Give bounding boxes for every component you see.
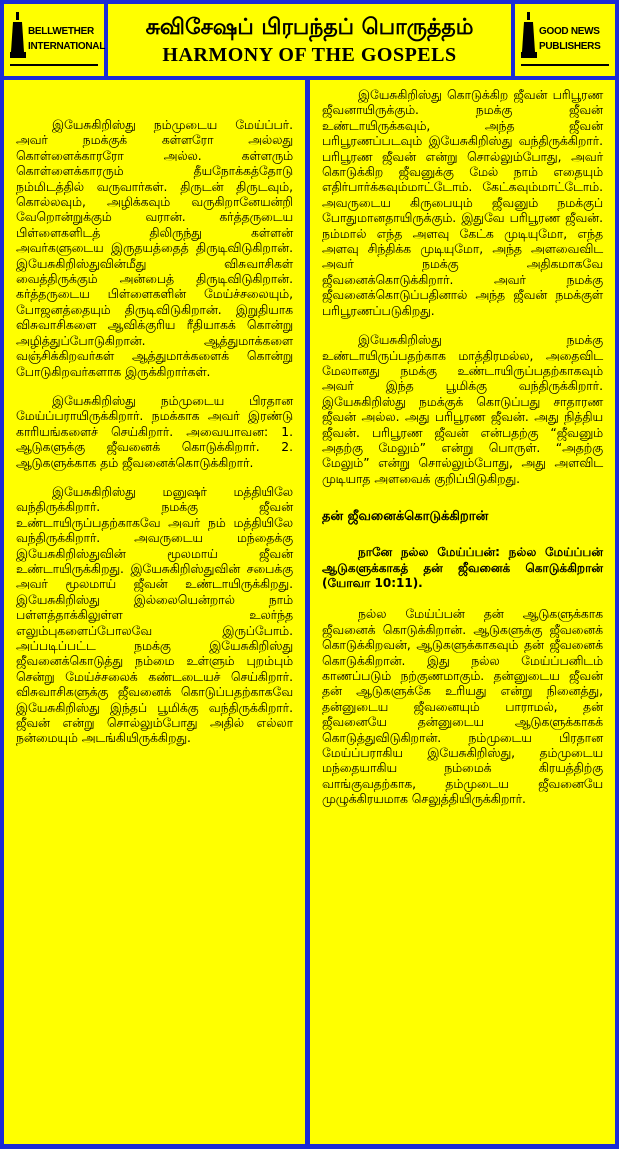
left-paragraph-2: இயேசுகிறிஸ்து நம்முடைய பிரதான மேய்ப்பராயிருக்கிறார். நமக்காக அவர் இரண்டு காரியங்களைச் செய்கிறார். அவையாவன: 1. ஆடுகளுக்கு ஜீவனைக் கொடுக்கிறார். 2. ஆடுகளுக்காக தம் ஜீவனைக்கொடுக்கிறார். — [16, 393, 293, 470]
title-tamil: சுவிசேஷப் பிரபந்தப் பொருத்தம் — [145, 15, 474, 40]
right-paragraph-1: இயேசுகிறிஸ்து கொடுக்கிற ஜீவன் பரிபூரண ஜீவனாயிருக்கும். நமக்கு ஜீவன் உண்டாயிருக்கவும், அந்த ஜீவன் பரிபூரணப்படவும் இயேசுகிறிஸ்து வந்திருக்கிறார். பரிபூரண ஜீவன் என்று சொல்லும்போது, அவர் கொடுக்கிற ஜீவனுக்கு மேல் நாம் எதையும் எதிர்பார்க்கவும்மாட்டோம். கேட்கவும்மாட்டோம். அவருடைய கிருபையும் ஜீவனும் நமக்குப் போதுமானதாயிருக்கும். இதுவே பரிபூரண ஜீவன். நம்மால் எந்த அளவு கேட்க முடியுமோ, எந்த அளவு சிந்திக்க முடியுமோ, அந்த அளவைவிட அவர் நமக்கு அதிகமாகவே ஜீவனைக்கொடுக்கிறார். அவர் நமக்கு ஜீவனைக்கொடுப்பதினால் அந்த ஜீவன் நமக்குள் பரிபூரணப்படுகிறது. — [322, 88, 603, 318]
left-paragraph-1: இயேசுகிறிஸ்து நம்முடைய மேய்ப்பர். அவர் நமக்குக் கள்ளரோ அல்லது கொள்ளைக்காரரோ அல்ல. கள்ளரும் கொள்ளைக்காரரும் தீயநோக்கத்தோடு நம்மிடத்தில் வருவார்கள். திருடன் திருடவும், கொல்லவும், அழிக்கவும் வருகிறானேயன்றி வேறொன்றுக்கும் வரான். கர்த்தருடைய பிள்ளைகளிடத் திலிருந்து கள்ளன் அவர்களுடைய இருதயத்தைத் திருடிவிடுகிறான். இயேசுகிறிஸ்துவின்மீது விசுவாசிகள் வைத்திருக்கும் அன்பைத் திருடிவிடுகிறான். கர்த்தருடைய பிள்ளைகளின் மேய்ச்சலையும், போஜனத்தையும் திருடிவிடுகிறான். இறுதியாக விசுவாசிகளை ஆவிக்குரிய ரீதியாகக் கொன்று அழித்துப்போடுகிறான். ஆத்துமாக்களை வஞ்சிக்கிறவர்கள் ஆத்துமாக்களைக் கொன்று போடுகிறவர்களாக இருக்கிறார்கள். — [16, 118, 293, 379]
left-logo-line1: BELLWETHER — [28, 26, 94, 37]
right-paragraph-2: இயேசுகிறிஸ்து நமக்கு உண்டாயிருப்பதற்காக மாத்திரமல்ல, அதைவிட மேலானது நமக்கு உண்டாயிருப்பதற்காகவும் அவர் இந்த பூமிக்கு வந்திருக்கிறார். இயேசுகிறிஸ்து நமக்குக் கொடுப்பது சாதாரண ஜீவன் அல்ல. அது பரிபூரண ஜீவன். அது நித்திய ஜீவன். பரிபூரண ஜீவன் என்பதற்கு “ஜீவனும் அதற்கு மேலும்” என்று பொருள். “அதற்கு மேலும்” என்று சொல்லும்போது, அது அளவிட முடியாத அளவைக் குறிப்பிடுகிறது. — [322, 333, 603, 486]
header — [4, 4, 615, 76]
left-logo — [4, 4, 104, 76]
right-logo-text — [539, 24, 600, 54]
good-news-icon — [521, 12, 537, 62]
right-logo-line2: PUBLISHERS — [539, 41, 601, 52]
section-heading: தன் ஜீவனைக்கொடுக்கிறான் — [322, 509, 489, 525]
left-column — [4, 80, 305, 1144]
left-paragraph-3: இயேசுகிறிஸ்து மனுஷர் மத்தியிலே வந்திருக்கிறார். நமக்கு ஜீவன் உண்டாயிருப்பதற்காகவே அவர் நம் மத்தியிலே வந்திருக்கிறார். அவருடைய மந்தைக்கு இயேசுகிறிஸ்துவின் மூலமாய் ஜீவன் உண்டாயிருக்கிறது. இயேசுகிறிஸ்துவின் சபைக்கு அவர் மூலமாய் ஜீவன் உண்டாயிருக்கிறது. இயேசுகிறிஸ்து இல்லையென்றால் நாம் பள்ளத்தாக்கிலுள்ள உலர்ந்த எலும்புகளைப்போலவே இருப்போம். அப்படிப்பட்ட நமக்கு இயேசுகிறிஸ்து ஜீவனைக்கொடுத்து நம்மை உள்ளும் புறம்பும் சென்று மேய்ச்சலைக் கண்டடையச் செய்கிறார். விசுவாசிகளுக்கு ஜீவனைக் கொடுப்பதற்காகவே இயேசுகிறிஸ்து இந்தப் பூமிக்கு வந்திருக்கிறார். ஜீவன் என்று சொல்லும்போது அதில் எல்லா நன்மையும் அடங்கியிருக்கிறது. — [16, 484, 293, 746]
title-english: HARMONY OF THE GOSPELS — [162, 44, 457, 66]
left-logo-underline — [10, 64, 98, 66]
bible-verse: நானே நல்ல மேய்ப்பன்: நல்ல மேய்ப்பன் ஆடுகளுக்காகத் தன் ஜீவனைக் கொடுக்கிறான் (யோவா 10:11). — [322, 545, 603, 590]
right-logo-line1: GOOD NEWS — [539, 26, 600, 37]
left-logo-text — [28, 24, 105, 54]
bellwether-icon — [10, 12, 26, 62]
left-logo-line2: INTERNATIONAL — [28, 41, 106, 52]
right-logo — [515, 4, 615, 76]
right-column — [310, 80, 615, 1144]
title-box — [108, 4, 511, 76]
right-logo-underline — [521, 64, 609, 66]
right-paragraph-closing: நல்ல மேய்ப்பன் தன் ஆடுகளுக்காக ஜீவனைக் கொடுக்கிறான். ஆடுகளுக்கு ஜீவனைக் கொடுக்கிறவன், ஆடுகளுக்காகவும் தன் ஜீவனைக் கொடுக்கிறான். இது நல்ல மேய்ப்பனிடம் காணப்படும் நற்குணமாகும். தன்னுடைய ஜீவன் தன் ஆடுகளுக்கே உரியது என்று நினைத்து, தன்னுடைய ஜீவனையும் பாராமல், தன் ஜீவனையே தன்னுடைய ஆடுகளுக்காகக் கொடுத்துவிடுகிறான். நம்முடைய பிரதான மேய்ப்பராகிய இயேசுகிறிஸ்து, தம்முடைய மந்தையாகிய நம்மைக் கிரயத்திற்கு வாங்குவதற்காக, தம்முடைய ஜீவனையே முழுக்கிரயமாக செலுத்தியிருக்கிறார். — [322, 607, 603, 807]
